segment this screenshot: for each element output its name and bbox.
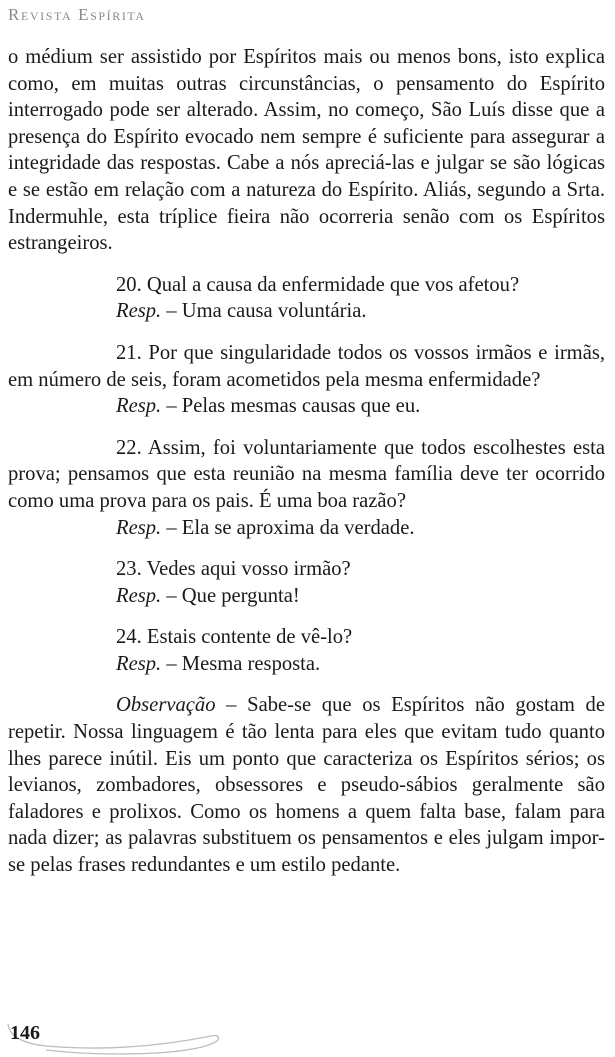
question-text: 21. Por que singularidade todos os vossos irmãos e irmãs, em número de seis, foram acometidos pela mesma enfermidade? [8, 341, 605, 391]
page-number: 146 [10, 1022, 40, 1044]
answer-text: – Uma causa voluntária. [161, 300, 367, 323]
answer-line [8, 651, 605, 678]
answer-text: – Que pergunta! [161, 584, 300, 607]
question-text: 23. Vedes aqui vosso irmão? [116, 558, 351, 581]
answer-line [8, 583, 605, 610]
qa-item-24 [8, 624, 605, 677]
resp-label: Resp. [116, 516, 162, 539]
answer-text: – Mesma resposta. [161, 652, 321, 675]
answer-line [8, 393, 605, 420]
resp-label: Resp. [116, 395, 162, 418]
qa-item-20 [8, 272, 605, 325]
page-body [8, 44, 605, 879]
question-text: 24. Estais contente de vê-lo? [116, 626, 353, 649]
resp-label: Resp. [116, 300, 162, 323]
running-header: Revista Espírita [8, 5, 146, 24]
answer-text: – Pelas mesmas causas que eu. [161, 395, 421, 418]
answer-line [8, 298, 605, 325]
observation-paragraph [8, 692, 605, 878]
intro-paragraph: o médium ser assistido por Espíritos mais ou menos bons, isto explica como, em muitas outras circunstâncias, o pensamento do Espírito interrogado pode ser alterado. Assim, no começo, São Luís disse que a presença do Espírito evocado nem sempre é suficiente para assegurar a integridade das respostas. Cabe a nós apreciá-las e julgar se são lógicas e se estão em relação com a natureza do Espírito. Aliás, segundo a Srta. Indermuhle, esta tríplice fieira não ocorreria senão com os Espíritos estrangeiros. [8, 46, 605, 255]
answer-text: – Ela se aproxima da verdade. [161, 516, 415, 539]
page-footer [6, 1020, 226, 1057]
observation-text: – Sabe-se que os Espíritos não gostam de repetir. Nossa linguagem é tão lenta para eles que evitam tudo quanto lhes parece inútil. Eis um ponto que caracteriza os Espíritos sérios; os levianos, zombadores, obsessores e pseudo-sábios geralmente são faladores e prolixos. Como os homens a quem falta base, falam para nada dizer; as palavras substituem os pensamentos e eles julgam impor-se pelas frases redundantes e um estilo pedante. [8, 694, 605, 877]
resp-label: Resp. [116, 584, 162, 607]
question-text: 22. Assim, foi voluntariamente que todos escolhestes esta prova; pensamos que esta reunião na mesma família deve ter ocorrido como uma prova para os pais. É uma boa razão? [8, 436, 605, 512]
qa-item-23 [8, 556, 605, 609]
answer-line [8, 515, 605, 542]
resp-label: Resp. [116, 652, 162, 675]
observation-label: Observação [116, 694, 216, 717]
question-text: 20. Qual a causa da enfermidade que vos afetou? [116, 273, 520, 296]
qa-item-22 [8, 435, 605, 541]
qa-item-21 [8, 340, 605, 420]
